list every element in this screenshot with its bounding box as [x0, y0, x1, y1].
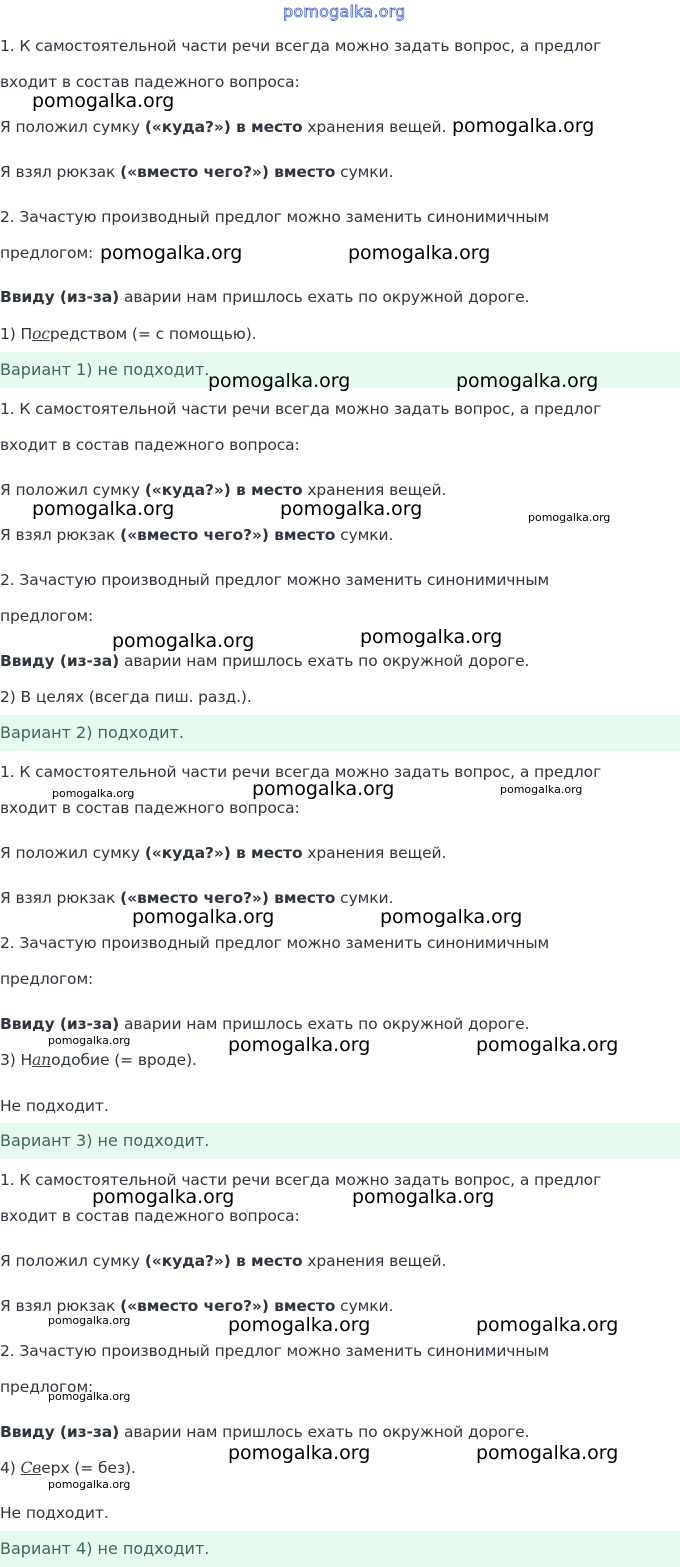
verdict-band — [0, 715, 680, 751]
example-1-bold: («куда?») в место — [144, 481, 303, 499]
item-line — [0, 687, 252, 707]
rule2-line-b: предлогом: — [0, 970, 94, 988]
item-highlight: ос — [32, 325, 50, 343]
watermark: pomogalka.org — [112, 630, 255, 652]
example-2-bold: («вместо чего?») вместо — [120, 526, 336, 544]
example-2 — [0, 888, 393, 908]
watermark: pomogalka.org — [528, 511, 611, 524]
example-1-post: хранения вещей. — [302, 481, 447, 499]
watermark: pomogalka.org — [476, 1314, 619, 1336]
example-3 — [0, 287, 529, 307]
rule1-line-b: входит в состав падежного вопроса: — [0, 436, 300, 454]
watermark: pomogalka.org — [352, 1186, 495, 1208]
example-2 — [0, 162, 393, 182]
rule2-line-b: предлогом: — [0, 607, 94, 625]
watermark: pomogalka.org — [348, 242, 491, 264]
rule2-line-b: предлогом: — [0, 244, 94, 262]
example-2-post: сумки. — [335, 889, 394, 907]
example-3-post: аварии нам пришлось ехать по окружной дороге. — [119, 652, 530, 670]
example-2-bold: («вместо чего?») вместо — [120, 1297, 336, 1315]
example-1 — [0, 117, 446, 137]
watermark: pomogalka.org — [32, 90, 175, 112]
item-suffix: редством (= с помощью). — [49, 325, 257, 343]
item-suffix: ерх (= без). — [41, 1459, 136, 1477]
watermark: pomogalka.org — [452, 115, 595, 137]
example-3-post: аварии нам пришлось ехать по окружной дороге. — [119, 1423, 530, 1441]
watermark: pomogalka.org — [52, 787, 135, 800]
rule1-line-b: входит в состав падежного вопроса: — [0, 799, 300, 817]
example-3-bold: Ввиду (из-за) — [0, 288, 120, 306]
example-1 — [0, 480, 446, 500]
example-2-bold: («вместо чего?») вместо — [120, 163, 336, 181]
watermark: pomogalka.org — [48, 1478, 131, 1491]
example-2-pre: Я взял рюкзак — [0, 526, 121, 544]
watermark: pomogalka.org — [100, 242, 243, 264]
watermark: pomogalka.org — [48, 1390, 131, 1403]
verdict-text: Вариант 3) не подходит. — [0, 1131, 210, 1150]
example-1-pre: Я положил сумку — [0, 1252, 145, 1270]
watermark-top: pomogalka.org — [283, 2, 406, 21]
example-2-bold: («вместо чего?») вместо — [120, 889, 336, 907]
rule2-line-b: предлогом: — [0, 1378, 94, 1396]
item-prefix: 4) — [0, 1459, 21, 1477]
item-line — [0, 1458, 136, 1478]
watermark: pomogalka.org — [92, 1186, 235, 1208]
example-1-bold: («куда?») в место — [144, 844, 303, 862]
watermark: pomogalka.org — [476, 1034, 619, 1056]
example-3-bold: Ввиду (из-за) — [0, 1015, 120, 1033]
item-note: Не подходит. — [0, 1504, 109, 1522]
watermark: pomogalka.org — [48, 1314, 131, 1327]
example-3 — [0, 1422, 529, 1442]
rule1-line-a: 1. К самостоятельной части речи всегда можно задать вопрос, а предлог — [0, 763, 602, 781]
verdict-text: Вариант 4) не подходит. — [0, 1539, 210, 1558]
example-1 — [0, 843, 446, 863]
example-1-post: хранения вещей. — [302, 1252, 447, 1270]
example-3-bold: Ввиду (из-за) — [0, 652, 120, 670]
example-1-post: хранения вещей. — [302, 844, 447, 862]
rule2-line-a: 2. Зачастую производный предлог можно заменить синонимичным — [0, 208, 550, 226]
item-suffix: одобие (= вроде). — [51, 1051, 197, 1069]
watermark: pomogalka.org — [48, 1034, 131, 1047]
example-2 — [0, 525, 393, 545]
watermark: pomogalka.org — [456, 370, 599, 392]
rule2-line-a: 2. Зачастую производный предлог можно заменить синонимичным — [0, 1342, 550, 1360]
example-1-pre: Я положил сумку — [0, 481, 145, 499]
watermark: pomogalka.org — [380, 906, 523, 928]
rule1-line-b: входит в состав падежного вопроса: — [0, 1207, 300, 1225]
item-note: Не подходит. — [0, 1097, 109, 1115]
example-2-post: сумки. — [335, 1297, 394, 1315]
example-2-pre: Я взял рюкзак — [0, 163, 121, 181]
verdict-text: Вариант 2) подходит. — [0, 723, 184, 742]
rule1-line-a: 1. К самостоятельной части речи всегда можно задать вопрос, а предлог — [0, 400, 602, 418]
item-highlight: ап — [32, 1051, 52, 1069]
example-2-post: сумки. — [335, 163, 394, 181]
rule2-line-a: 2. Зачастую производный предлог можно заменить синонимичным — [0, 934, 550, 952]
rule1-line-a: 1. К самостоятельной части речи всегда можно задать вопрос, а предлог — [0, 37, 602, 55]
example-3-bold: Ввиду (из-за) — [0, 1423, 120, 1441]
watermark: pomogalka.org — [132, 906, 275, 928]
example-2-post: сумки. — [335, 526, 394, 544]
watermark: pomogalka.org — [32, 498, 175, 520]
example-2-pre: Я взял рюкзак — [0, 889, 121, 907]
watermark: pomogalka.org — [208, 370, 351, 392]
verdict-band — [0, 1531, 680, 1567]
watermark: pomogalka.org — [280, 498, 423, 520]
verdict-band — [0, 1123, 680, 1159]
watermark: pomogalka.org — [476, 1442, 619, 1464]
rule2-line-a: 2. Зачастую производный предлог можно заменить синонимичным — [0, 571, 550, 589]
example-3-post: аварии нам пришлось ехать по окружной дороге. — [119, 288, 530, 306]
example-3 — [0, 651, 529, 671]
rule1-line-a: 1. К самостоятельной части речи всегда можно задать вопрос, а предлог — [0, 1171, 602, 1189]
example-1-bold: («куда?») в место — [144, 1252, 303, 1270]
example-1-pre: Я положил сумку — [0, 844, 145, 862]
item-prefix: 2) В целях (всегда пиш. разд.). — [0, 688, 252, 706]
item-prefix: 1) П — [0, 325, 33, 343]
example-3-post: аварии нам пришлось ехать по окружной дороге. — [119, 1015, 530, 1033]
watermark: pomogalka.org — [228, 1034, 371, 1056]
watermark: pomogalka.org — [228, 1442, 371, 1464]
item-line — [0, 1050, 197, 1070]
example-1 — [0, 1251, 446, 1271]
watermark: pomogalka.org — [252, 778, 395, 800]
example-1-bold: («куда?») в место — [144, 118, 303, 136]
example-2-pre: Я взял рюкзак — [0, 1297, 121, 1315]
example-3 — [0, 1014, 529, 1034]
watermark: pomogalka.org — [500, 783, 583, 796]
example-2 — [0, 1296, 393, 1316]
watermark: pomogalka.org — [228, 1314, 371, 1336]
example-1-post: хранения вещей. — [302, 118, 447, 136]
item-highlight: Св — [20, 1459, 42, 1477]
verdict-text: Вариант 1) не подходит. — [0, 360, 210, 379]
rule1-line-b: входит в состав падежного вопроса: — [0, 73, 300, 91]
item-line — [0, 324, 256, 344]
example-1-pre: Я положил сумку — [0, 118, 145, 136]
item-prefix: 3) Н — [0, 1051, 33, 1069]
watermark: pomogalka.org — [360, 626, 503, 648]
